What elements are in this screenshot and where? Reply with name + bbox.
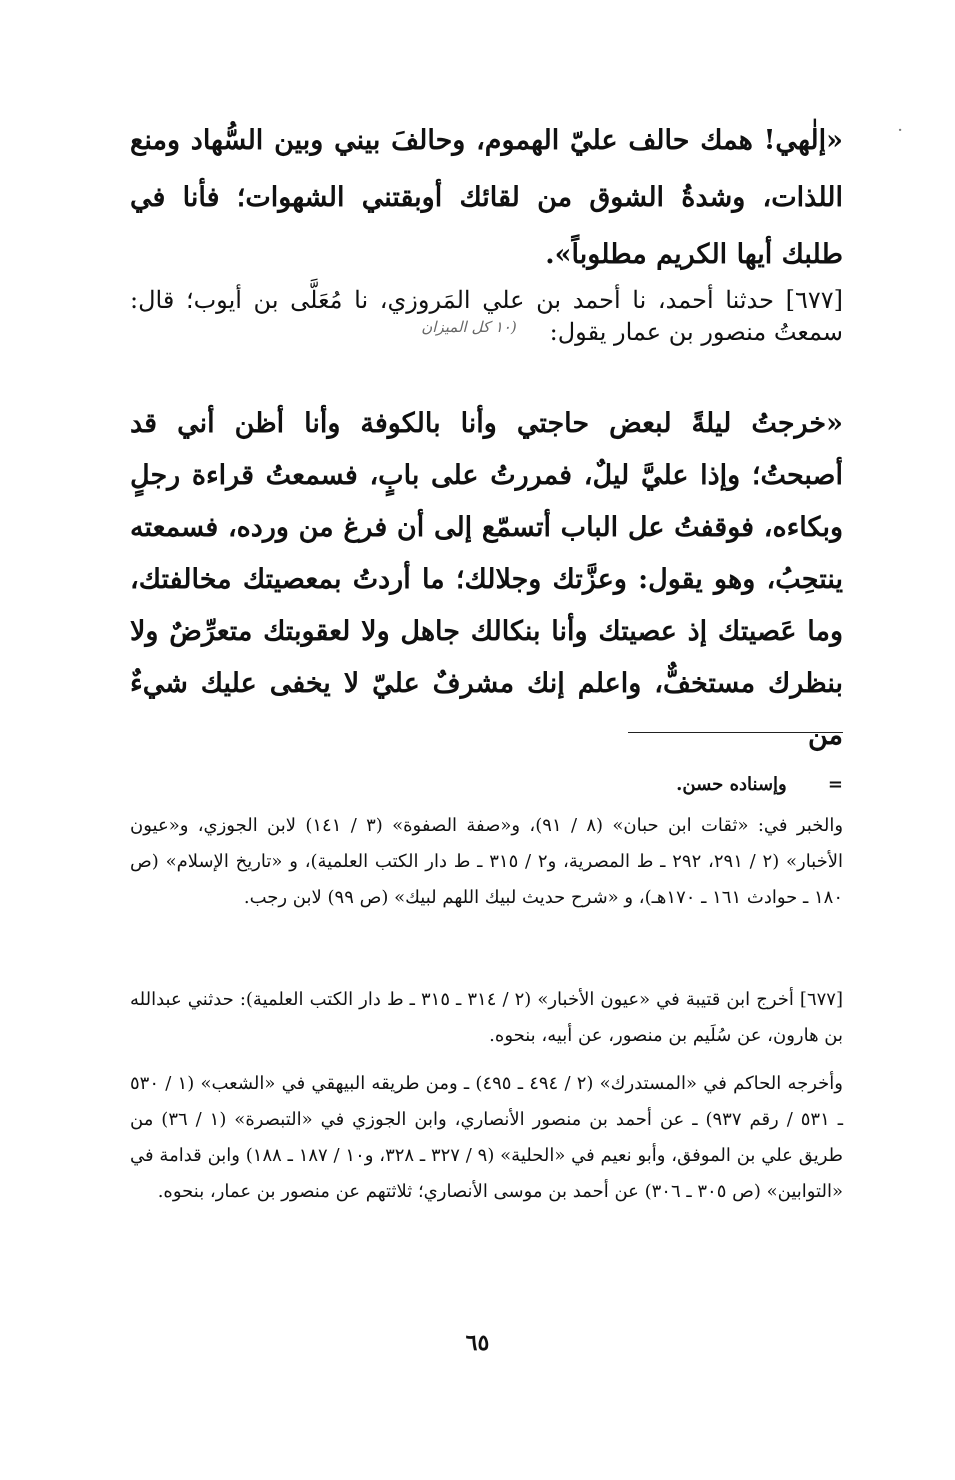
margin-mark: · bbox=[897, 120, 903, 141]
footnote-paragraph: [٦٧٧] أخرج ابن قتيبة في «عيون الأخبار» (٢ / ٣١٤ ـ ٣١٥ ـ ط دار الكتب العلمية): حدثني عبدالله بن هارون، عن سُلَيم بن منصور، عن أبيه، بنحوه. bbox=[130, 989, 844, 1046]
isnad-paragraph: [٦٧٧] حدثنا أحمد، نا أحمد بن علي المَروزي، نا مُعَلَّى بن أيوب؛ قال: سمعتُ منصور بن عمار يقول: bbox=[130, 286, 843, 346]
continuation-marker: = bbox=[827, 774, 843, 795]
continuation-text: وإسناده حسن. bbox=[676, 774, 787, 795]
narration-paragraph: «خرجتُ ليلةً لبعض حاجتي وأنا بالكوفة وأنا أظن أني قد أصبحتُ؛ وإذا عليَّ ليلٌ، فمررتُ على بابٍ، فسمعتُ قراءة رجلٍ وبكاءه، فوقفتُ عل الباب أتسمّع إلى أن فرغ من ورده، فسمعته ينتحِبُ، وهو يقول: وعزَّتك وجلالك؛ ما أردتُ بمعصيتك مخالفتك، وما عَصيتك إذ عصيتك وأنا بنكالك جاهل ولا لعقوبتك متعرِّضٌ ولا بنظرك مستخفٌّ، واعلم إنك مشرفٌ عليّ لا يخفى عليك شيءٌ من bbox=[130, 408, 843, 751]
quote-paragraph: «إلٰهي! همك حالف عليّ الهموم، وحالفَ بيني وبين السُّهاد ومنع اللذات، وشدةُ الشوق من لقائك أوبقتني الشهوات؛ فأنا في طلبك أيها الكريم مطلوباً». bbox=[130, 125, 843, 270]
footnote-continuation bbox=[130, 772, 843, 798]
handwritten-annotation: (١٠ كل الميزان bbox=[421, 318, 517, 336]
footnote-paragraph: وأخرجه الحاكم في «المستدرك» (٢ / ٤٩٤ ـ ٤٩٥) ـ ومن طريقه البيهقي في «الشعب» (١ / ٥٣٠ ـ ٥٣١ / رقم ٩٣٧) ـ عن أحمد بن منصور الأنصاري، وابن الجوزي في «التبصرة» (١ / ٣٦) من طريق علي بن الموفق، وأبو نعيم في «الحلية» (٩ / ٣٢٧ ـ ٣٢٨، و١٠ / ١٨٧ ـ ١٨٨) وابن قدامة في «التوابين» (ص ٣٠٥ ـ ٣٠٦) عن أحمد بن موسى الأنصاري؛ ثلاثتهم عن منصور بن عمار، بنحوه. bbox=[130, 1073, 844, 1202]
footnote-paragraph: والخبر في: «ثقات ابن حبان» (٨ / ٩١)، و«صفة الصفوة» (٣ / ١٤١) لابن الجوزي، و«عيون الأخبار» (٢ / ٢٩١، ٢٩٢ ـ ط المصرية، و٢ / ٣١٥ ـ ط دار الكتب العلمية)، و «تاريخ الإسلام» (ص ١٨٠ ـ حوادث ١٦١ ـ ١٧٠هـ)، و «شرح حديث لبيك اللهم لبيك» (ص ٩٩) لابن رجب. bbox=[130, 815, 844, 908]
footnote-separator bbox=[628, 732, 843, 733]
page-number: ٦٥ bbox=[465, 1330, 490, 1356]
